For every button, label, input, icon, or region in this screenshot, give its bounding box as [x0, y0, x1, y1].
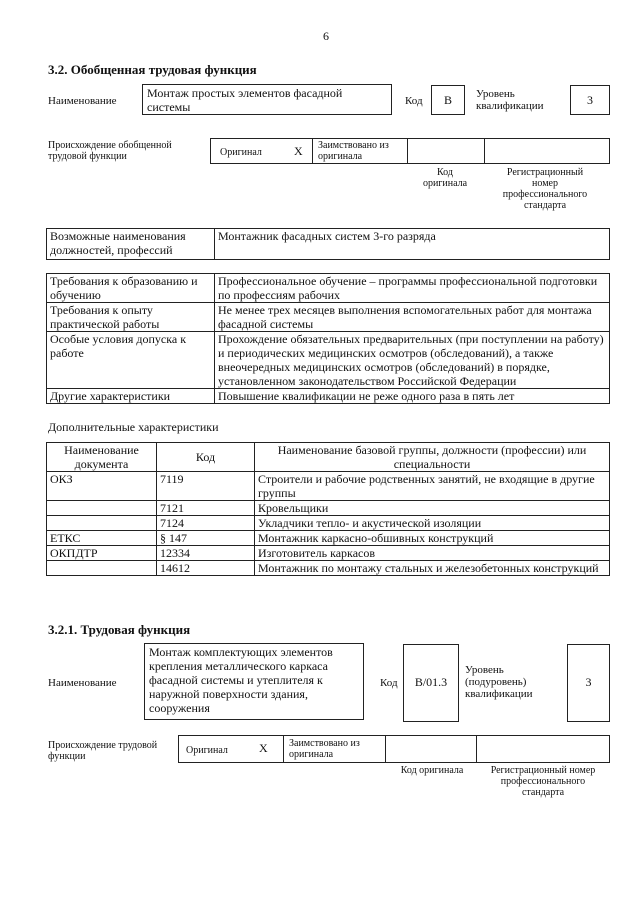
header-document: Наименование документа [47, 443, 157, 472]
cell-doc [47, 516, 157, 531]
header-name: Наименование базовой группы, должности (профессии) или специальности [255, 443, 610, 472]
divider [476, 735, 477, 763]
cell-code: 7124 [157, 516, 255, 531]
tf-origin-label: Происхождение трудовой функции [48, 740, 158, 762]
requirement-value: Прохождение обязательных предварительных (при поступлении на работу) и периодических медицинских осмотров (обследований), а также внеочередных медицинских осмотров (обследований) в порядке, установленном законодательством Российской Федерации [215, 332, 610, 389]
cell-doc: ОКЗ [47, 472, 157, 501]
table-row [47, 472, 610, 501]
tf-heading: 3.2.1. Трудовая функция [48, 622, 191, 637]
gtf-name-value: Монтаж простых элементов фасадной системы [142, 84, 392, 115]
requirement-value: Не менее трех месяцев выполнения вспомогательных работ для монтажа фасадной системы [215, 303, 610, 332]
cell-name: Кровельщики [255, 501, 610, 516]
cell-name: Укладчики тепло- и акустической изоляции [255, 516, 610, 531]
tf-original-mark: X [259, 741, 268, 755]
requirement-label: Особые условия допуска к работе [47, 332, 215, 389]
requirement-label: Требования к образованию и обучению [47, 274, 215, 303]
tf-level-label: Уровень (подуровень) квалификации [465, 664, 533, 700]
cell-doc: ОКПДТР [47, 546, 157, 561]
divider [407, 138, 408, 164]
tf-borrowed-label: Заимствовано из оригинала [289, 738, 360, 760]
cell-code: 12334 [157, 546, 255, 561]
table-row [47, 332, 610, 389]
cell-name: Изготовитель каркасов [255, 546, 610, 561]
tf-origin-row [178, 735, 610, 763]
gtf-original-label: Оригинал [220, 147, 262, 158]
tf-name-label: Наименование [48, 677, 117, 689]
gtf-borrowed-label: Заимствовано из оригинала [318, 140, 389, 162]
tf-code-original-caption: Код оригинала [400, 765, 464, 776]
requirements-table [46, 273, 610, 404]
divider [385, 735, 386, 763]
tf-code-value: B/01.3 [403, 644, 459, 722]
cell-doc [47, 501, 157, 516]
gtf-code-value: B [431, 85, 465, 115]
table-row [47, 274, 610, 303]
divider [484, 138, 485, 164]
page-number: 6 [323, 29, 329, 43]
gtf-original-mark: X [294, 144, 303, 158]
cell-code: § 147 [157, 531, 255, 546]
table-row [47, 546, 610, 561]
positions-value: Монтажник фасадных систем 3-го разряда [215, 229, 610, 260]
tf-name-value: Монтаж комплектующих элементов крепления металлического каркаса фасадной системы и утеплителя к наружной поверхности здания, сооружения [144, 643, 364, 720]
table-row [47, 501, 610, 516]
cell-code: 7119 [157, 472, 255, 501]
gtf-name-label: Наименование [48, 95, 117, 107]
cell-name: Строители и рабочие родственных занятий, не входящие в другие группы [255, 472, 610, 501]
cell-name: Монтажник по монтажу стальных и железобетонных конструкций [255, 561, 610, 576]
cell-doc: ЕТКС [47, 531, 157, 546]
cell-code: 14612 [157, 561, 255, 576]
gtf-code-label: Код [405, 95, 423, 107]
table-row [47, 303, 610, 332]
gtf-code-original-caption: Код оригинала [422, 167, 468, 189]
requirement-value: Профессиональное обучение – программы профессиональной подготовки по профессиям рабочих [215, 274, 610, 303]
cell-name: Монтажник каркасно-обшивных конструкций [255, 531, 610, 546]
gtf-level-label: Уровень квалификации [476, 88, 544, 112]
tf-code-label: Код [380, 677, 398, 689]
table-row [47, 531, 610, 546]
additional-title: Дополнительные характеристики [48, 420, 219, 434]
positions-table [46, 228, 610, 260]
tf-reg-number-caption: Регистрационный номер профессионального стандарта [490, 765, 596, 798]
divider [283, 735, 284, 763]
requirement-label: Требования к опыту практической работы [47, 303, 215, 332]
gtf-reg-number-caption: Регистрационный номер профессионального стандарта [502, 167, 588, 211]
tf-original-label: Оригинал [186, 745, 228, 756]
table-row [47, 389, 610, 404]
cell-doc [47, 561, 157, 576]
gtf-heading: 3.2. Обобщенная трудовая функция [48, 62, 257, 77]
header-code: Код [157, 443, 255, 472]
positions-label: Возможные наименования должностей, профессий [47, 229, 215, 260]
additional-table [46, 442, 610, 576]
cell-code: 7121 [157, 501, 255, 516]
divider [312, 138, 313, 164]
requirement-label: Другие характеристики [47, 389, 215, 404]
requirement-value: Повышение квалификации не реже одного раза в пять лет [215, 389, 610, 404]
table-header [47, 443, 610, 472]
table-row [47, 561, 610, 576]
tf-level-value: 3 [567, 644, 610, 722]
gtf-level-value: 3 [570, 85, 610, 115]
gtf-origin-row [210, 138, 610, 164]
gtf-origin-label: Происхождение обобщенной трудовой функции [48, 140, 172, 162]
table-row [47, 516, 610, 531]
